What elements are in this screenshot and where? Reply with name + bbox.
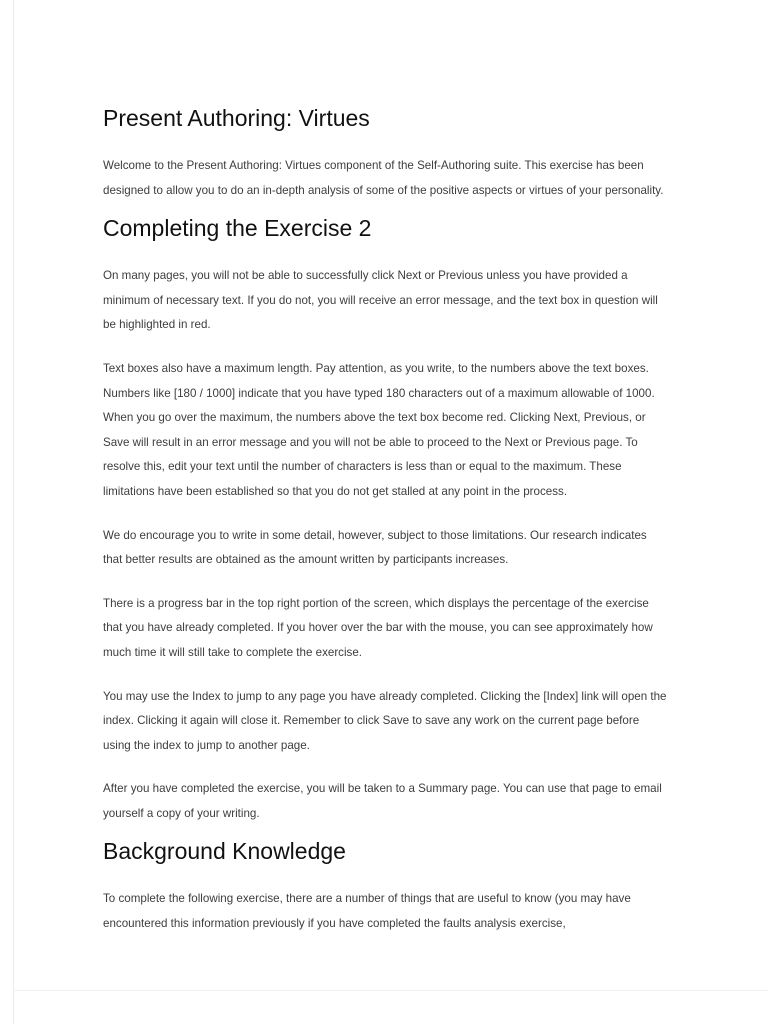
section-heading-completing: Completing the Exercise 2 (103, 215, 372, 242)
document-title: Present Authoring: Virtues (103, 105, 370, 131)
document-body (103, 100, 668, 937)
paragraph-minimum-text: On many pages, you will not be able to successfully click Next or Previous unless you have provided a minimum of necessary text. If you do not, you will receive an error message, and the text box in question will be highlighted in red. (103, 269, 658, 332)
paragraph-background: To complete the following exercise, there are a number of things that are useful to know (you may have encountered this information previously if you have completed the faults analysis exercise, (103, 892, 631, 931)
page-bottom-edge (13, 990, 768, 991)
page-left-edge (13, 0, 14, 1024)
paragraph-index: You may use the Index to jump to any page you have already completed. Clicking the [Index] link will open the index. Clicking it again will close it. Remember to click Save to save any work on the current page before using the index to jump to another page. (103, 689, 667, 752)
paragraph-progress-bar: There is a progress bar in the top right portion of the screen, which displays the percentage of the exercise that you have already completed. If you hover over the bar with the mouse, you can see approximately how much time it will still take to complete the exercise. (103, 596, 653, 659)
paragraph-maximum-length: Text boxes also have a maximum length. Pay attention, as you write, to the numbers above the text boxes. Numbers like [180 / 1000] indicate that you have typed 180 characters out of a maximum allowable of 1000. When you go over the maximum, the numbers above the text box become red. Clicking Next, Previous, or Save will result in an error message and you will not be able to proceed to the Next or Previous page. To resolve this, edit your text until the number of characters is less than or equal to the maximum. These limitations have been established so that you do not get stalled at any point in the process. (103, 361, 655, 498)
section-heading-background: Background Knowledge (103, 838, 346, 865)
paragraph-summary: After you have completed the exercise, you will be taken to a Summary page. You can use that page to email yourself a copy of your writing. (103, 782, 662, 820)
paragraph-write-detail: We do encourage you to write in some detail, however, subject to those limitations. Our research indicates that better results are obtained as the amount written by participants increases. (103, 528, 647, 567)
intro-paragraph: Welcome to the Present Authoring: Virtues component of the Self-Authoring suite. This exercise has been designed to allow you to do an in-depth analysis of some of the positive aspects or virtues of your personality. (103, 159, 664, 197)
